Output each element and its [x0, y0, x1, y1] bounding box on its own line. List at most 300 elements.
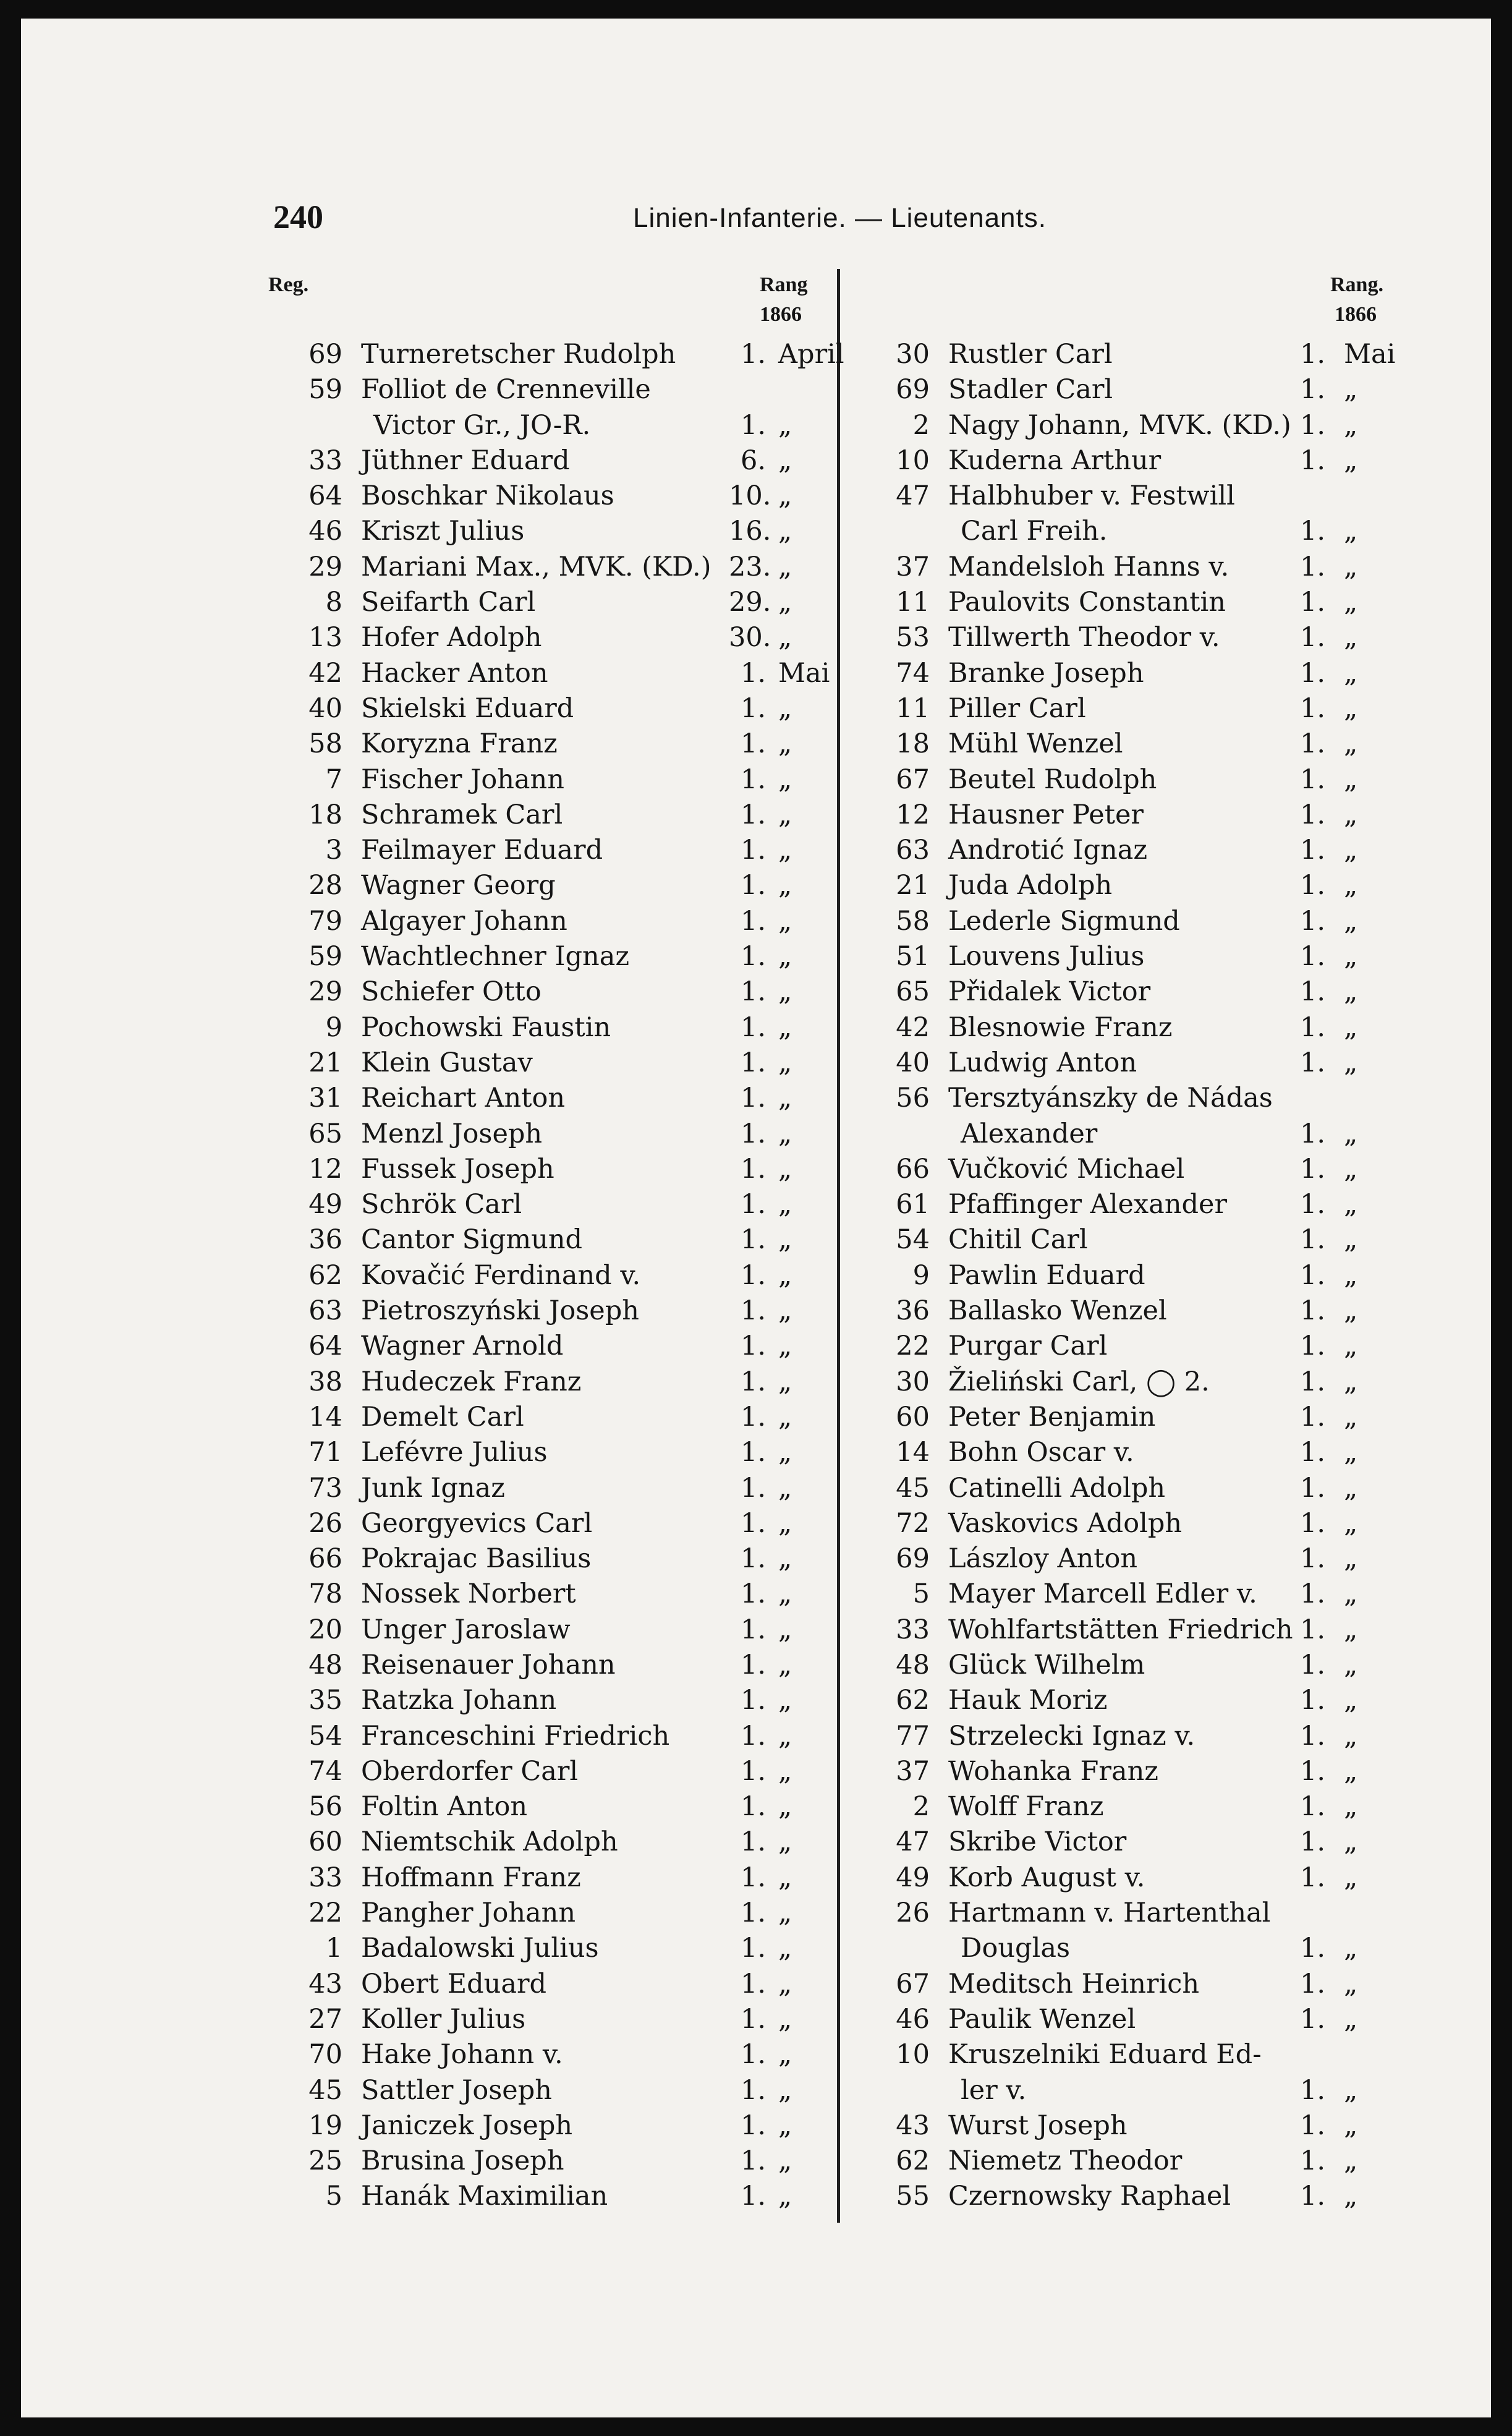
table-row: [268, 443, 831, 479]
officer-name: Mariani Max., MVK. (KD.): [361, 551, 711, 582]
table-row: [856, 904, 1387, 939]
rank-day: 1.: [740, 1862, 766, 1893]
table-row: [268, 2108, 831, 2144]
officer-name: Lászloy Anton: [948, 1543, 1138, 1575]
officer-name: Nagy Johann, MVK. (KD.): [948, 409, 1291, 441]
rank-month: „: [1344, 764, 1358, 795]
rank-day: 1.: [740, 905, 766, 937]
rank-month: „: [778, 1685, 792, 1716]
rank-month: April: [778, 339, 844, 370]
rank-month: „: [1344, 905, 1358, 937]
rank-day: 1.: [740, 1118, 766, 1149]
rank-day: 1.: [1299, 1685, 1325, 1716]
officer-name: Hudeczek Franz: [361, 1366, 582, 1397]
right-column: [856, 337, 1396, 2215]
table-row: [856, 1222, 1387, 1258]
rank-day: 1.: [740, 1933, 766, 1964]
rank-day: 1.: [1299, 835, 1325, 866]
table-row: [268, 1258, 831, 1293]
rank-day: 1.: [1299, 941, 1325, 973]
officer-name: Pokrajac Basilius: [361, 1543, 592, 1575]
rank-month: „: [1344, 1189, 1358, 1220]
reg-number: 26: [308, 1507, 342, 1539]
officer-name: Pawlin Eduard: [948, 1259, 1145, 1291]
rank-day: 1.: [1299, 374, 1325, 406]
table-row: [856, 408, 1387, 443]
officer-name: Hake Johann v.: [361, 2039, 563, 2071]
rank-day: 1.: [740, 1649, 766, 1680]
rank-day: 1.: [1299, 1933, 1325, 1964]
rank-month: „: [778, 2145, 792, 2177]
officer-name: ler v.: [961, 2074, 1027, 2106]
officer-name: Chitil Carl: [948, 1224, 1088, 1256]
reg-number: 21: [896, 870, 930, 901]
officer-name: Strzelecki Ignaz v.: [948, 1720, 1196, 1752]
officer-name: Přidalek Victor: [948, 976, 1151, 1008]
officer-name: Badalowski Julius: [361, 1933, 599, 1964]
officer-name: Purgar Carl: [948, 1331, 1108, 1362]
officer-name: Glück Wilhelm: [948, 1649, 1145, 1680]
reg-number: 43: [896, 2110, 930, 2141]
officer-name: Schrök Carl: [361, 1189, 522, 1220]
table-row: [268, 1860, 831, 1896]
rank-day: 1.: [1299, 1472, 1325, 1504]
officer-name: Wolff Franz: [948, 1791, 1104, 1823]
reg-number: 5: [912, 1578, 930, 1610]
rank-day: 1.: [740, 1083, 766, 1114]
rank-month: „: [778, 1401, 792, 1433]
rank-day: 1.: [1299, 1401, 1325, 1433]
reg-number: 49: [308, 1189, 342, 1220]
rank-day: 16.: [729, 516, 771, 547]
reg-number: 11: [896, 587, 930, 618]
rank-day: 1.: [1299, 728, 1325, 760]
officer-name: Hartmann v. Hartenthal: [948, 1897, 1271, 1929]
reg-number: 79: [308, 905, 342, 937]
reg-number: 22: [896, 1331, 930, 1362]
table-row: [856, 1081, 1387, 1116]
table-row: [856, 2002, 1387, 2037]
table-row: [268, 1648, 831, 1683]
officer-name: Folliot de Crenneville: [361, 374, 651, 406]
left-reg-header: Reg.: [268, 273, 309, 296]
table-row: [856, 2144, 1387, 2179]
table-row: [268, 1931, 831, 1966]
table-row: [856, 691, 1387, 726]
officer-name: Paulik Wenzel: [948, 2003, 1136, 2035]
rank-day: 1.: [740, 1755, 766, 1787]
rank-month: „: [778, 1933, 792, 1964]
rank-month: „: [1344, 1507, 1358, 1539]
rank-month: „: [778, 480, 792, 512]
table-row: [268, 1435, 831, 1470]
table-row: [268, 1117, 831, 1152]
rank-month: „: [778, 1614, 792, 1645]
officer-name: Catinelli Adolph: [948, 1472, 1166, 1504]
officer-name: Georgyevics Carl: [361, 1507, 593, 1539]
rank-day: 1.: [740, 1189, 766, 1220]
rank-day: 1.: [1299, 1331, 1325, 1362]
rank-month: „: [778, 445, 792, 476]
reg-number: 29: [308, 976, 342, 1008]
officer-name: Mühl Wenzel: [948, 728, 1123, 760]
reg-number: 77: [896, 1720, 930, 1752]
table-row: [268, 1967, 831, 2002]
rank-day: 1.: [1299, 2181, 1325, 2212]
rank-day: 1.: [740, 1401, 766, 1433]
reg-number: 55: [896, 2181, 930, 2212]
reg-number: 54: [308, 1720, 342, 1752]
rank-month: „: [778, 2181, 792, 2212]
rank-day: 1.: [740, 1366, 766, 1397]
table-row: [268, 1683, 831, 1718]
running-title: Linien-Infanterie. — Lieutenants.: [633, 203, 1047, 233]
rank-day: 1.: [1299, 409, 1325, 441]
officer-name: Alexander: [961, 1118, 1098, 1149]
rank-month: „: [1344, 1543, 1358, 1575]
rank-day: 1.: [740, 692, 766, 724]
rank-month: „: [1344, 1933, 1358, 1964]
officer-name: Boschkar Nikolaus: [361, 480, 614, 512]
table-row: [268, 1293, 831, 1329]
rank-month: „: [1344, 1472, 1358, 1504]
rank-month: „: [778, 1720, 792, 1752]
reg-number: 2: [912, 1791, 930, 1823]
rank-day: 1.: [740, 2145, 766, 2177]
officer-name: Korb August v.: [948, 1862, 1145, 1893]
reg-number: 29: [308, 551, 342, 582]
table-row: [268, 479, 831, 514]
table-row: [856, 2037, 1387, 2072]
rank-month: „: [1344, 835, 1358, 866]
table-row: [268, 1754, 831, 1789]
officer-name: Schiefer Otto: [361, 976, 542, 1008]
rank-day: 1.: [1299, 445, 1325, 476]
rank-day: 1.: [740, 976, 766, 1008]
reg-number: 30: [896, 339, 930, 370]
rank-day: 1.: [740, 870, 766, 901]
rank-month: „: [1344, 1826, 1358, 1858]
reg-number: 1: [325, 1933, 342, 1964]
officer-name: Piller Carl: [948, 692, 1086, 724]
rank-day: 1.: [740, 1791, 766, 1823]
officer-name: Hauk Moriz: [948, 1685, 1108, 1716]
table-row: [856, 1046, 1387, 1081]
rank-day: 1.: [1299, 551, 1325, 582]
rank-month: „: [1344, 1259, 1358, 1291]
officer-name: Algayer Johann: [361, 905, 567, 937]
rank-day: 1.: [1299, 1543, 1325, 1575]
reg-number: 30: [896, 1366, 930, 1397]
rank-month: „: [778, 941, 792, 973]
table-row: [268, 656, 831, 691]
reg-number: 66: [896, 1153, 930, 1185]
reg-number: 54: [896, 1224, 930, 1256]
officer-name: Junk Ignaz: [361, 1472, 505, 1504]
reg-number: 56: [308, 1791, 342, 1823]
officer-name: Menzl Joseph: [361, 1118, 543, 1149]
reg-number: 36: [896, 1295, 930, 1327]
table-row: [856, 1719, 1387, 1754]
table-row: [856, 479, 1387, 514]
rank-day: 1.: [1299, 870, 1325, 901]
officer-name: Koryzna Franz: [361, 728, 558, 760]
rank-month: „: [1344, 551, 1358, 582]
rank-day: 1.: [1299, 339, 1325, 370]
table-row: [856, 1612, 1387, 1648]
rank-day: 1.: [1299, 799, 1325, 830]
rank-month: „: [1344, 941, 1358, 973]
reg-number: 28: [308, 870, 342, 901]
officer-name: Beutel Rudolph: [948, 764, 1157, 795]
reg-number: 36: [308, 1224, 342, 1256]
reg-number: 10: [896, 445, 930, 476]
rank-day: 10.: [729, 480, 771, 512]
officer-name: Bohn Oscar v.: [948, 1437, 1134, 1468]
reg-number: 46: [308, 516, 342, 547]
rank-month: „: [1344, 2003, 1358, 2035]
table-row: [856, 550, 1387, 585]
rank-day: 1.: [1299, 1862, 1325, 1893]
table-row: [856, 1967, 1387, 2002]
reg-number: 2: [912, 409, 930, 441]
officer-name: Douglas: [961, 1933, 1071, 1964]
reg-number: 64: [308, 1331, 342, 1362]
rank-day: 1.: [1299, 2145, 1325, 2177]
table-row: [268, 620, 831, 655]
rank-day: 1.: [1299, 1649, 1325, 1680]
reg-number: 5: [325, 2181, 342, 2212]
rank-day: 1.: [1299, 692, 1325, 724]
table-row: [856, 1789, 1387, 1825]
rank-month: „: [1344, 1153, 1358, 1185]
officer-name: Fussek Joseph: [361, 1153, 554, 1185]
rank-month: „: [1344, 516, 1358, 547]
table-row: [856, 974, 1387, 1010]
reg-number: 62: [308, 1259, 342, 1291]
officer-name: Hanák Maximilian: [361, 2181, 608, 2212]
rank-day: 1.: [740, 1720, 766, 1752]
officer-name: Kovačić Ferdinand v.: [361, 1259, 641, 1291]
reg-number: 12: [896, 799, 930, 830]
table-row: [856, 443, 1387, 479]
reg-number: 18: [896, 728, 930, 760]
officer-name: Pietroszyński Joseph: [361, 1295, 639, 1327]
table-row: [856, 1506, 1387, 1541]
rank-day: 1.: [740, 1897, 766, 1929]
rank-month: „: [778, 976, 792, 1008]
rank-day: 1.: [1299, 1118, 1325, 1149]
reg-number: 12: [308, 1153, 342, 1185]
rank-day: 1.: [1299, 1755, 1325, 1787]
rank-day: 1.: [740, 409, 766, 441]
rank-month: „: [1344, 1862, 1358, 1893]
officer-name: Kuderna Arthur: [948, 445, 1162, 476]
officer-name: Niemetz Theodor: [948, 2145, 1183, 2177]
rank-day: 1.: [1299, 905, 1325, 937]
rank-day: 1.: [740, 728, 766, 760]
reg-number: 46: [896, 2003, 930, 2035]
rank-month: „: [1344, 1295, 1358, 1327]
table-row: [268, 691, 831, 726]
table-row: [268, 2073, 831, 2108]
reg-number: 71: [308, 1437, 342, 1468]
officer-name: Wohlfartstätten Friedrich: [948, 1614, 1293, 1645]
reg-number: 62: [896, 1685, 930, 1716]
rank-month: „: [778, 1437, 792, 1468]
reg-number: 78: [308, 1578, 342, 1610]
reg-number: 11: [896, 692, 930, 724]
reg-number: 65: [896, 976, 930, 1008]
rank-month: „: [778, 692, 792, 724]
rank-month: „: [778, 1755, 792, 1787]
officer-name: Androtić Ignaz: [948, 835, 1147, 866]
reg-number: 49: [896, 1862, 930, 1893]
rank-month: „: [1344, 445, 1358, 476]
officer-name: Kruszelniki Eduard Ed-: [948, 2039, 1262, 2071]
table-row: [856, 833, 1387, 868]
table-row: [856, 2108, 1387, 2144]
officer-name: Blesnowie Franz: [948, 1011, 1173, 1043]
table-row: [268, 2002, 831, 2037]
reg-number: 45: [308, 2074, 342, 2106]
rank-month: „: [778, 1649, 792, 1680]
rank-month: „: [1344, 1401, 1358, 1433]
rank-day: 1.: [1299, 1259, 1325, 1291]
rank-month: „: [1344, 1578, 1358, 1610]
table-row: [856, 1931, 1387, 1966]
rank-month: „: [1344, 1649, 1358, 1680]
table-row: [856, 337, 1396, 372]
reg-number: 47: [896, 480, 930, 512]
rank-month: „: [778, 1826, 792, 1858]
officer-name: Hacker Anton: [361, 657, 548, 689]
rank-day: 1.: [1299, 1153, 1325, 1185]
officer-name: Pfaffinger Alexander: [948, 1189, 1228, 1220]
rank-month: „: [778, 905, 792, 937]
rank-day: 1.: [740, 1224, 766, 1256]
officer-name: Mandelsloh Hanns v.: [948, 551, 1230, 582]
reg-number: 59: [308, 941, 342, 973]
rank-day: 1.: [1299, 2003, 1325, 2035]
table-row: [268, 1081, 831, 1116]
rank-day: 1.: [1299, 622, 1325, 654]
rank-day: 1.: [1299, 1614, 1325, 1645]
rank-day: 1.: [740, 1543, 766, 1575]
reg-number: 35: [308, 1685, 342, 1716]
reg-number: 45: [896, 1472, 930, 1504]
officer-name: Juda Adolph: [948, 870, 1113, 901]
officer-name: Koller Julius: [361, 2003, 526, 2035]
table-row: [856, 1825, 1387, 1860]
table-row: [856, 514, 1387, 549]
reg-number: 40: [896, 1047, 930, 1078]
table-row: [268, 1329, 831, 1364]
rank-month: „: [778, 799, 792, 830]
table-row: [268, 550, 831, 585]
table-row: [856, 2073, 1387, 2108]
rank-month: „: [778, 2039, 792, 2071]
reg-number: 51: [896, 941, 930, 973]
reg-number: 53: [896, 622, 930, 654]
officer-name: Foltin Anton: [361, 1791, 528, 1823]
reg-number: 9: [325, 1011, 342, 1043]
officer-name: Niemtschik Adolph: [361, 1826, 618, 1858]
rank-month: „: [778, 1507, 792, 1539]
table-row: [856, 1648, 1387, 1683]
officer-name: Victor Gr., JO-R.: [373, 409, 591, 441]
reg-number: 9: [912, 1259, 930, 1291]
rank-day: 1.: [740, 1472, 766, 1504]
table-row: [268, 833, 831, 868]
reg-number: 60: [308, 1826, 342, 1858]
table-row: [856, 1435, 1387, 1470]
table-row: [268, 1789, 831, 1825]
officer-name: Ludwig Anton: [948, 1047, 1137, 1078]
reg-number: 37: [896, 551, 930, 582]
table-row: [268, 408, 831, 443]
table-row: [268, 904, 831, 939]
table-row: [268, 337, 844, 372]
rank-day: 1.: [740, 835, 766, 866]
reg-number: 64: [308, 480, 342, 512]
left-rang-header: Rang: [760, 273, 808, 296]
rank-day: 1.: [740, 1507, 766, 1539]
table-row: [268, 1046, 831, 1081]
table-row: [268, 726, 831, 762]
officer-name: Peter Benjamin: [948, 1401, 1156, 1433]
rank-day: 1.: [740, 1968, 766, 1999]
reg-number: 42: [896, 1011, 930, 1043]
table-row: [856, 1365, 1387, 1400]
table-row: [856, 1010, 1387, 1046]
rank-day: 23.: [729, 551, 771, 582]
officer-name: Nossek Norbert: [361, 1578, 576, 1610]
table-row: [856, 2179, 1387, 2214]
rank-day: 1.: [740, 1153, 766, 1185]
rank-month: „: [778, 1047, 792, 1078]
officer-name: Wohanka Franz: [948, 1755, 1158, 1787]
rank-month: „: [1344, 2074, 1358, 2106]
table-row: [856, 1152, 1387, 1187]
officer-name: Kriszt Julius: [361, 516, 525, 547]
rank-month: „: [778, 1897, 792, 1929]
table-row: [268, 1612, 831, 1648]
table-row: [268, 1719, 831, 1754]
table-row: [268, 1825, 831, 1860]
reg-number: 58: [308, 728, 342, 760]
reg-number: 70: [308, 2039, 342, 2071]
rank-day: 1.: [740, 2110, 766, 2141]
officer-name: Hausner Peter: [948, 799, 1144, 830]
officer-name: Hofer Adolph: [361, 622, 542, 654]
rank-month: „: [1344, 1968, 1358, 1999]
officer-name: Schramek Carl: [361, 799, 563, 830]
reg-number: 22: [308, 1897, 342, 1929]
rank-day: 1.: [1299, 764, 1325, 795]
column-divider: [837, 269, 840, 2223]
officer-name: Žieliński Carl, ◯ 2.: [948, 1366, 1210, 1397]
rank-month: Mai: [1344, 339, 1396, 370]
table-row: [856, 1541, 1387, 1577]
officer-name: Cantor Sigmund: [361, 1224, 583, 1256]
reg-number: 19: [308, 2110, 342, 2141]
reg-number: 66: [308, 1543, 342, 1575]
rank-month: „: [778, 870, 792, 901]
officer-name: Carl Freih.: [961, 516, 1108, 547]
rank-month: „: [778, 1472, 792, 1504]
reg-number: 61: [896, 1189, 930, 1220]
